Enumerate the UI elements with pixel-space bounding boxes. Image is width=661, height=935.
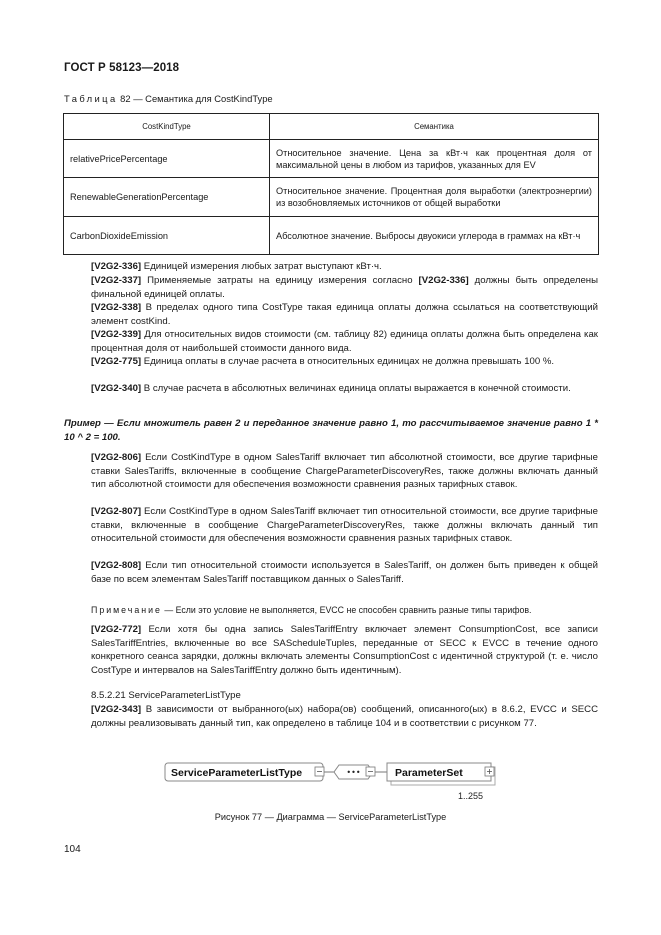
- column-header-costkindtype: CostKindType: [64, 114, 270, 140]
- requirement-id: [V2G2-336]: [91, 261, 142, 272]
- note-text: — Если это условие не выполняется, EVCC не способен сравнить разные типы тарифов.: [164, 605, 532, 615]
- page-number: 104: [64, 844, 81, 855]
- requirement-text: Если тип относительной стоимости используется в SalesTariff, он должен быть приведен к общей базе по всем элементам SalesTariff поставщиком данных о SalesTariff.: [91, 560, 598, 585]
- note: [91, 604, 598, 616]
- cost-kind-name: CarbonDioxideEmission: [64, 217, 270, 255]
- figure-caption: Рисунок 77 — Диаграмма — ServiceParameterListType: [214, 812, 447, 822]
- requirement-v2g2-807: [91, 505, 598, 546]
- example-text: Пример — Если множитель равен 2 и переданное значение равно 1, то рассчитываемое значение равно 1 * 10 ^ 2 = 100.: [64, 418, 598, 443]
- requirement-id: [V2G2-338]: [91, 302, 142, 313]
- requirement-text: Если хотя бы одна запись SalesTariffEntry включает элемент ConsumptionCost, все записи SalesTariffEntries, включенные во все SAScheduleTuples, переданные от SECC к EVCC в течение одного конкретного сеанса зарядки, должны включать элементы ConsumptionCost с идентичной структурой (т. е. число CostType и интервалов на SalesTariffEntry должно быть идентичным).: [91, 624, 598, 676]
- requirement-text: В зависимости от выбранного(ых) набора(ов) сообщений, описанного(ых) в 8.6.2, EVCC и SECC должны реализовывать данный тип, как определено в таблице 104 и в соответствии с рисунком 77.: [91, 704, 598, 729]
- cardinality-label: 1..255: [457, 791, 483, 801]
- requirement-v2g2-338: [91, 301, 598, 328]
- table-caption: [64, 93, 273, 104]
- requirement-text: Для относительных видов стоимости (см. таблицу 82) единица оплаты должна быть определена как процентная доля от наибольшей стоимости данного вида.: [91, 329, 598, 354]
- requirement-v2g2-343: [91, 703, 598, 730]
- requirement-text: Применяемые затраты на единицу измерения согласно: [147, 275, 413, 286]
- requirement-reference: [V2G2-336]: [418, 275, 469, 286]
- requirement-text: Если CostKindType в одном SalesTariff включает тип относительной стоимости, все другие тарифные ставки, включенные в сообщение ChargeParameterDiscoveryRes, также должны включать данный тип относительной стоимости для обеспечения возможности сравнения разных тарифных ставок.: [91, 506, 599, 545]
- note-label: Примечание: [91, 605, 162, 615]
- requirement-id: [V2G2-807]: [91, 506, 142, 517]
- cost-kind-name: RenewableGenerationPercentage: [64, 178, 270, 217]
- requirement-text: В пределах одного типа CostType такая единица оплаты должна ссылаться на соответствующий элемент costKind.: [91, 302, 599, 327]
- cost-kind-semantics: Абсолютное значение. Выбросы двуокиси углерода в граммах на кВт·ч: [270, 217, 599, 255]
- requirement-v2g2-772: [91, 623, 598, 677]
- table-row: [64, 217, 599, 255]
- requirement-id: [V2G2-775]: [91, 356, 142, 367]
- requirement-v2g2-336: [91, 260, 598, 274]
- type-name-label: ServiceParameterListType: [171, 767, 303, 779]
- requirement-v2g2-806: [91, 451, 598, 492]
- requirement-id: [V2G2-340]: [91, 383, 142, 394]
- table-header-row: [64, 114, 599, 140]
- sequence-icon: •••: [346, 768, 361, 777]
- table-row: [64, 140, 599, 178]
- element-name-label: ParameterSet: [395, 767, 463, 779]
- requirement-id: [V2G2-808]: [91, 560, 142, 571]
- cost-kind-semantics: Относительное значение. Цена за кВт·ч как процентная доля от максимальной цены в любом из тарифов, указанных для EV: [270, 140, 599, 178]
- column-header-semantics: Семантика: [270, 114, 599, 140]
- requirement-id: [V2G2-337]: [91, 275, 142, 286]
- requirement-v2g2-775: [91, 355, 598, 369]
- requirement-text-continued: должны быть определены финальной единицей оплаты.: [91, 275, 598, 300]
- semantics-table: [63, 113, 599, 255]
- requirement-text: Единицей измерения любых затрат выступают кВт·ч.: [143, 261, 382, 272]
- requirement-id: [V2G2-339]: [91, 329, 142, 340]
- requirement-id: [V2G2-343]: [91, 704, 142, 715]
- table-title: 82 — Семантика для CostKindType: [120, 93, 273, 104]
- section-heading: 8.5.2.21 ServiceParameterListType: [91, 690, 241, 701]
- requirement-text: В случае расчета в абсолютных величинах единица оплаты выражается в конечной стоимости.: [143, 383, 571, 394]
- requirement-text: Если CostKindType в одном SalesTariff включает тип абсолютной стоимости, все другие тарифные ставки SalesTariffs, включенные в сообщение ChargeParameterDiscoveryRes, также должны включать данный тип абсолютной стоимости для обеспечения возможности сравнения разных тарифных ставок.: [91, 452, 598, 491]
- requirement-v2g2-808: [91, 559, 598, 586]
- cost-kind-semantics: Относительное значение. Процентная доля выработки (электроэнергии) из возобновляемых источников от общей выработки: [270, 178, 599, 217]
- requirement-v2g2-340: [91, 382, 598, 396]
- requirement-text: Единица оплаты в случае расчета в относительных единицах не должна превышать 100 %.: [143, 356, 555, 367]
- schema-diagram: [163, 755, 503, 803]
- table-label: Таблица: [64, 93, 118, 104]
- table-row: [64, 178, 599, 217]
- cost-kind-name: relativePricePercentage: [64, 140, 270, 178]
- requirement-id: [V2G2-772]: [91, 624, 142, 635]
- requirement-v2g2-337: [91, 274, 598, 301]
- requirement-v2g2-339: [91, 328, 598, 355]
- requirement-id: [V2G2-806]: [91, 452, 142, 463]
- document-code: ГОСТ Р 58123—2018: [64, 62, 180, 74]
